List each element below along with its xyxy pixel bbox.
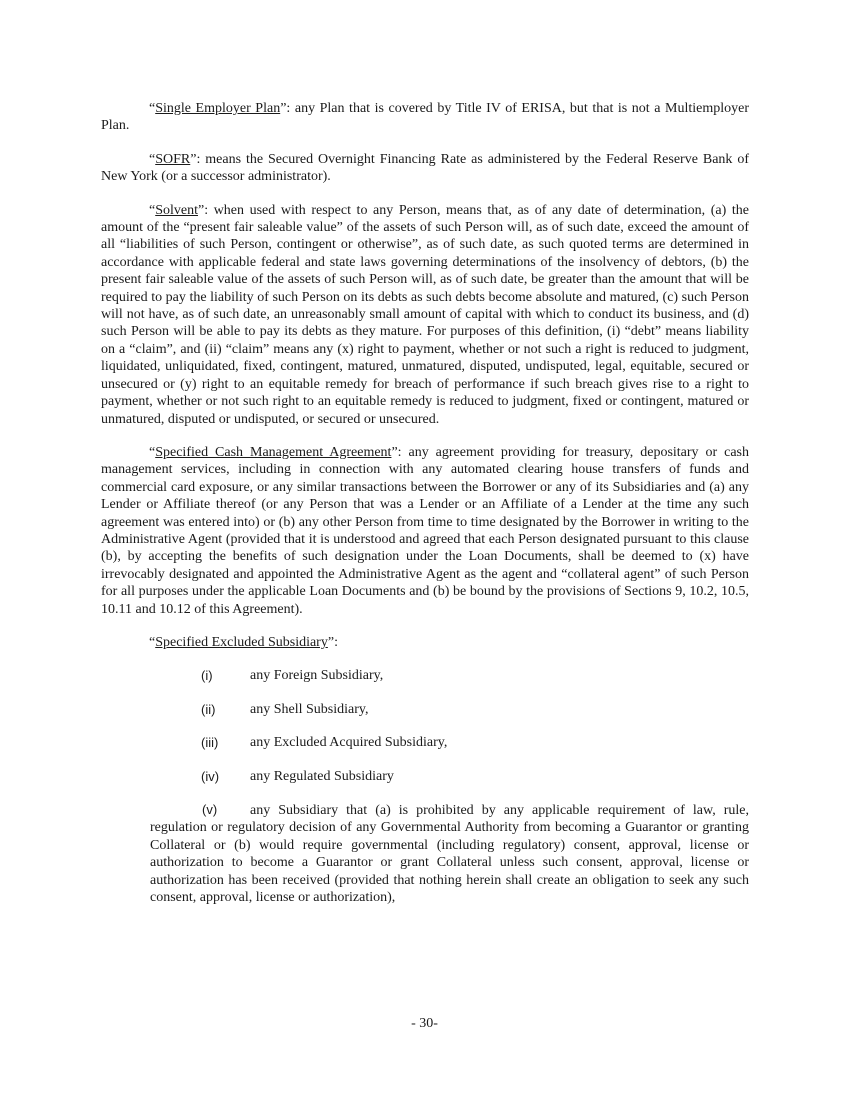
- defined-term: Single Employer Plan: [155, 101, 281, 116]
- definition-text: ”: any agreement providing for treasury, depositary or cash management services, including in connection with any automated clearing house transfers of funds and commercial card exposure, or any similar transactions between the Borrower or any of its Subsidiaries and (a) any Lender or Affiliate thereof (or any Person that was a Lender or an Affiliate of a Lender at the time any such agreement was entered into) or (b) any other Person from time to time designated by the Borrower in writing to the Administrative Agent (provided that it is understood and agreed that each Person designated pursuant to this clause (b), by accepting the benefits of such designation under the Loan Documents, shall be deemed to (x) have irrevocably designated and appointed the Administrative Agent as the agent and “collateral agent” of such Person for all purposes under the applicable Loan Documents and (b) be bound by the provisions of Sections 9, 10.2, 10.5, 10.11 and 10.12 of this Agreement).: [101, 444, 749, 617]
- list-item: [101, 701, 749, 718]
- list-item-text: any Foreign Subsidiary,: [250, 668, 384, 684]
- open-quote: “: [149, 634, 156, 650]
- definition-solvent: [101, 202, 749, 428]
- open-quote: “: [149, 444, 156, 460]
- list-item-text: any Shell Subsidiary,: [250, 701, 369, 717]
- open-quote: “: [149, 202, 156, 218]
- list-item-text: any Excluded Acquired Subsidiary,: [250, 735, 448, 751]
- list-item: [101, 667, 749, 684]
- definition-sofr: [101, 151, 749, 186]
- list-item-text: any Subsidiary that (a) is prohibited by any applicable requirement of law, rule, regulation or regulatory decision of any Governmental Authority from becoming a Guarantor or granting Collateral or (b) would require governmental (including regulatory) consent, approval, license or authorization to become a Guarantor or grant Collateral unless such consent, approval, license or authorization has been received (provided that nothing herein shall create an obligation to seek any such consent, approval, license or authorization),: [150, 803, 749, 906]
- defined-term: Specified Excluded Subsidiary: [155, 634, 328, 650]
- definition-specified-cash-management-agreement: [101, 444, 749, 618]
- list-item-number: (ii): [201, 701, 216, 717]
- excluded-subsidiary-list: [101, 667, 749, 906]
- definition-text: ”: any Plan that is covered by Title IV of ERISA, but that is not a Multiemployer Plan.: [101, 101, 749, 134]
- defined-term: SOFR: [155, 151, 191, 167]
- open-quote: “: [149, 101, 156, 116]
- list-item-text: any Regulated Subsidiary: [250, 768, 394, 784]
- list-item: [150, 801, 749, 906]
- list-item-number: (i): [201, 668, 213, 684]
- defined-term: Solvent: [155, 202, 198, 218]
- definition-specified-excluded-subsidiary: [101, 634, 749, 651]
- defined-term: Specified Cash Management Agreement: [155, 444, 392, 460]
- open-quote: “: [149, 151, 156, 167]
- list-item-number: (v): [202, 802, 218, 817]
- definition-text: ”:: [327, 634, 338, 650]
- document-body: [101, 100, 749, 906]
- list-item-number: (iv): [201, 768, 220, 784]
- definition-single-employer-plan: [101, 100, 749, 135]
- definition-text: ”: when used with respect to any Person, means that, as of any date of determination, (a) the amount of the “present fair saleable value” of the assets of such Person will, as of such date, exceed the amount of all “liabilities of such Person, contingent or otherwise”, as of such date, as such quoted terms are determined in accordance with applicable federal and state laws governing determinations of the insolvency of debtors, (b) the present fair saleable value of the assets of such Person will, as of such date, be greater than the amount that will be required to pay the liability of such Person on its debts as such debts become absolute and matured, (c) such Person will not have, as of such date, an unreasonably small amount of capital with which to conduct its business, and (d) such Person will be able to pay its debts as they mature. For purposes of this definition, (i) “debt” means liability on a “claim”, and (ii) “claim” means any (x) right to payment, whether or not such a right is reduced to judgment, liquidated, unliquidated, fixed, contingent, matured, unmatured, disputed, undisputed, legal, equitable, secured or unsecured or (y) right to an equitable remedy for breach of performance if such breach gives rise to a right to payment, whether or not such right to an equitable remedy is reduced to judgment, fixed or contingent, matured or unmatured, disputed or undisputed, or secured or unsecured.: [101, 202, 749, 427]
- page-number: - 30-: [411, 1016, 438, 1031]
- list-item: [101, 768, 749, 785]
- list-item: [101, 734, 749, 751]
- list-item-number: (iii): [201, 735, 219, 751]
- definition-text: ”: means the Secured Overnight Financing Rate as administered by the Federal Reserve Bank of New York (or a successor administrator).: [101, 151, 749, 185]
